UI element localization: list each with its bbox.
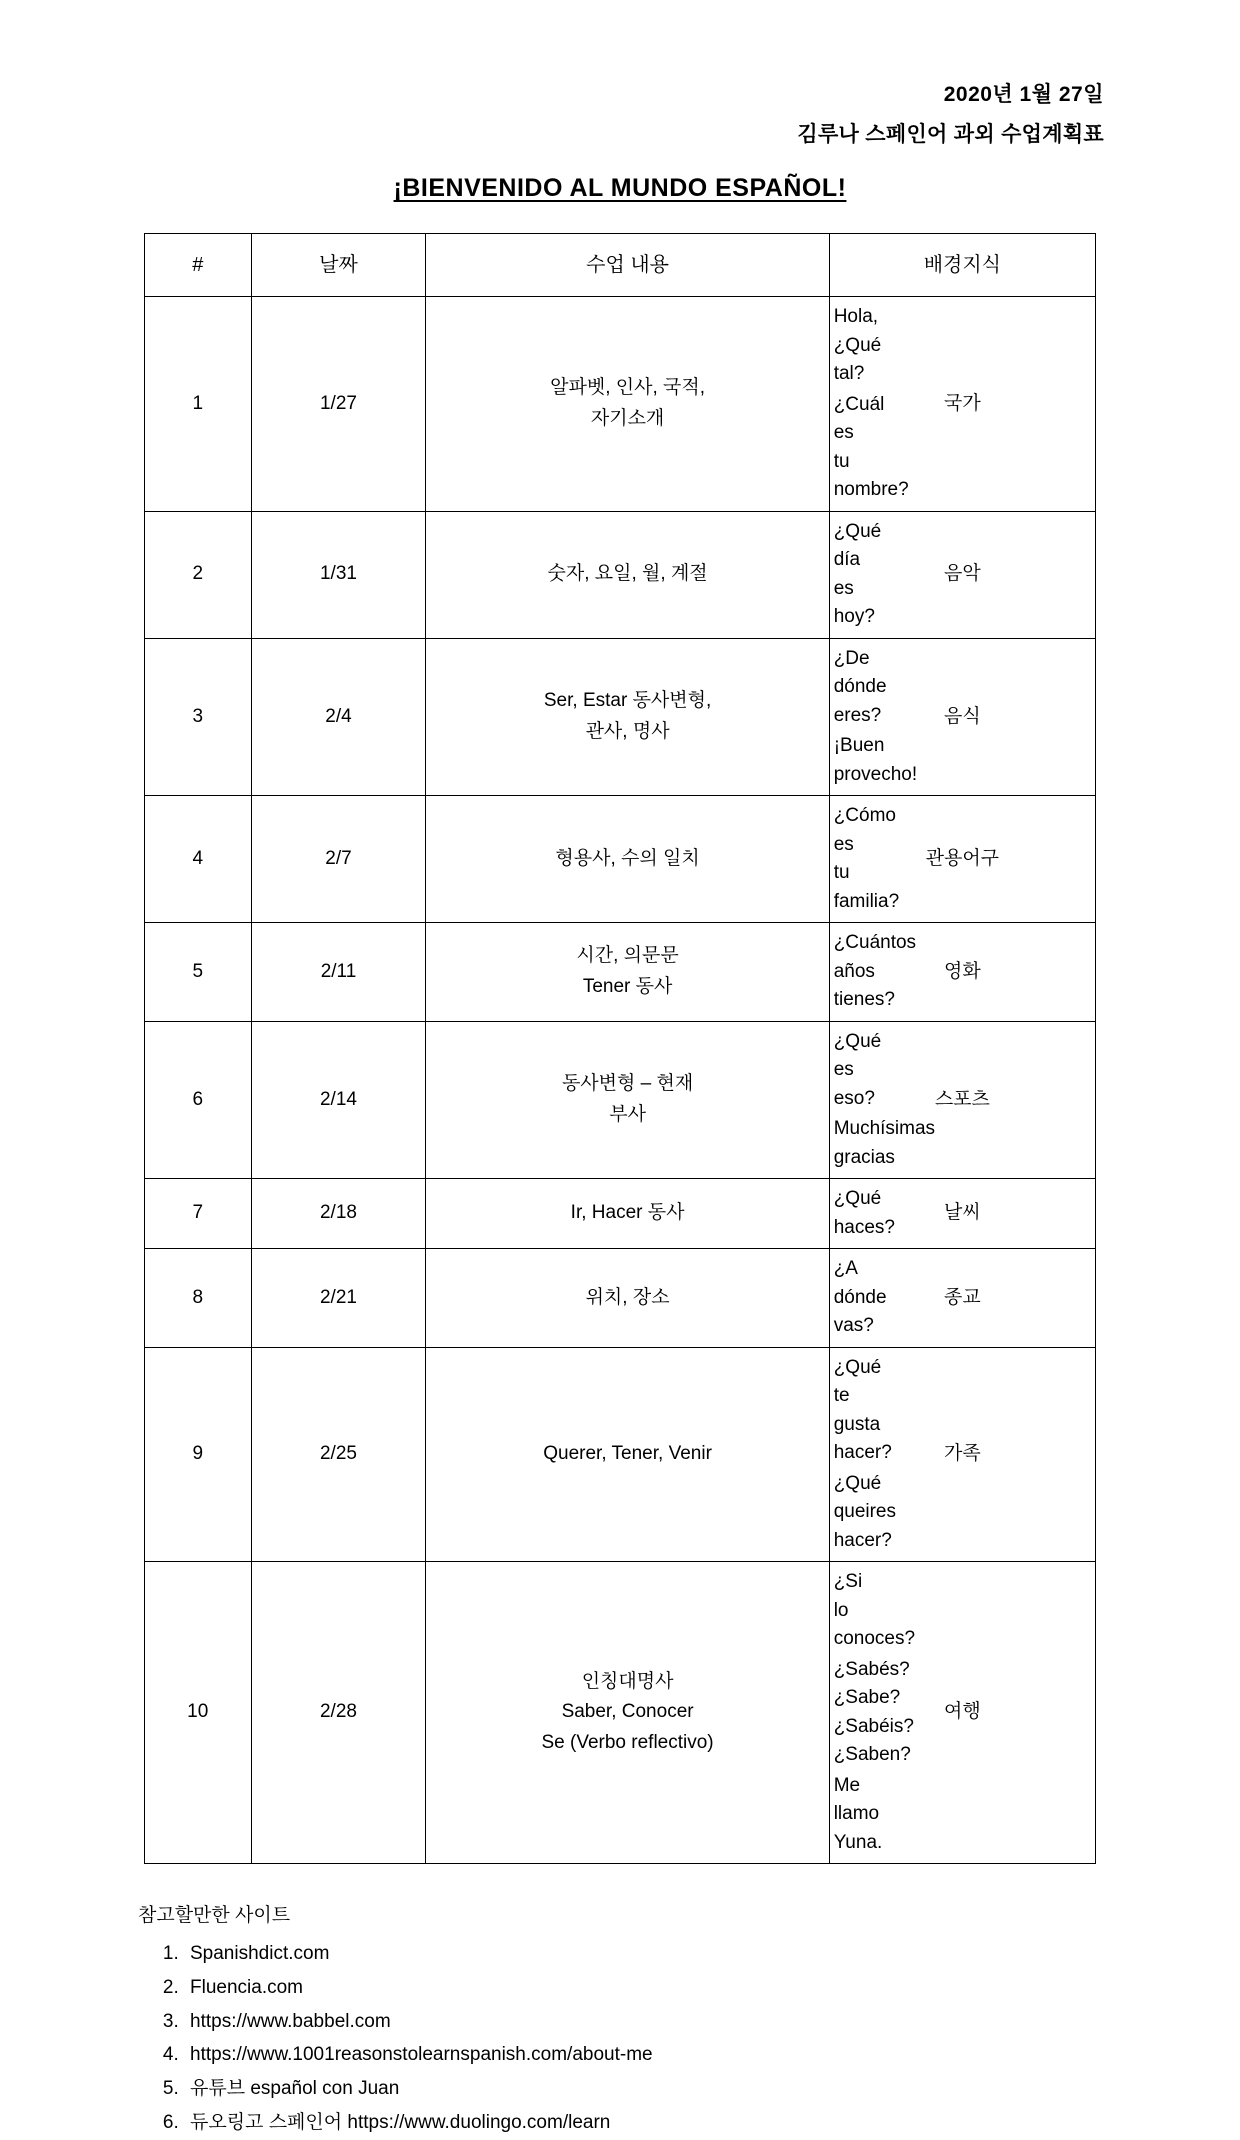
cell-content-lines [430, 942, 824, 1001]
cell-content [426, 923, 829, 1022]
table-row: 7 2/18 Ir, Hacer 동사 ¿Qué haces? 날씨 [145, 1179, 1096, 1249]
cell-content-line: 알파벳, 인사, 국적, [550, 377, 706, 399]
table-row: 6 2/14 동사변형 – 현재 부사 ¿Qué es eso? Muchísimas gracias 스포츠 [145, 1021, 1096, 1179]
table-row: 3 2/4 Ser, Estar 동사변형, 관사, 명사 ¿De dónde eres? ¡Buen provecho! 음식 [145, 638, 1096, 796]
cell-content-line: 부사 [609, 1103, 646, 1125]
column-header-date: 날짜 [251, 234, 426, 297]
cell-content-lines [430, 1284, 824, 1313]
cell-content-line: Ir, Hacer 동사 [570, 1202, 685, 1224]
cell-content-line: 자기소개 [590, 407, 665, 429]
cell-date: 1/27 [251, 297, 426, 512]
list-item[interactable]: 2. Fluencia.com [184, 1971, 1112, 2005]
cell-content-lines [430, 687, 824, 746]
references-list [128, 1937, 1112, 2140]
cell-content-line: 인칭대명사 [581, 1670, 674, 1692]
cell-date: 2/25 [251, 1347, 426, 1562]
cell-date: 2/11 [251, 923, 426, 1022]
cell-content [426, 1179, 829, 1249]
list-item[interactable]: 1. Spanishdict.com [184, 1937, 1112, 1971]
cell-background: 날씨 [829, 1179, 1095, 1249]
cell-background: 영화 [829, 923, 1095, 1022]
cell-content [426, 297, 829, 512]
cell-number: 4 [145, 796, 252, 923]
table-header [145, 234, 1096, 297]
table-row: 10 2/28 인칭대명사 Saber, Conocer Se (Verbo reflectivo) ¿Si lo conoces? ¿Sabés? ¿Sabe? ¿Sabéis? ¿Saben? Me llamo Yuna. 여행 [145, 1562, 1096, 1864]
cell-number: 7 [145, 1179, 252, 1249]
cell-background: 종교 [829, 1249, 1095, 1348]
document-date: 2020년 1월 27일 [943, 83, 1104, 106]
cell-date: 2/7 [251, 796, 426, 923]
cell-number: 5 [145, 923, 252, 1022]
list-item[interactable]: 6. 듀오링고 스페인어 https://www.duolingo.com/learn [184, 2106, 1112, 2140]
cell-content-line: 동사변형 – 현재 [561, 1073, 694, 1095]
cell-content-lines [430, 560, 824, 589]
document-subtitle: 김루나 스페인어 과외 수업계획표 [797, 123, 1104, 146]
cell-background: 스포츠 [829, 1021, 1095, 1179]
cell-content-lines [430, 1199, 824, 1228]
cell-content-line: Querer, Tener, Venir [543, 1443, 712, 1464]
cell-date: 2/21 [251, 1249, 426, 1348]
cell-date: 2/14 [251, 1021, 426, 1179]
cell-content-lines [430, 1070, 824, 1129]
table-row: 8 2/21 위치, 장소 ¿A dónde vas? 종교 [145, 1249, 1096, 1348]
list-item[interactable]: 5. 유튜브 español con Juan [184, 2072, 1112, 2106]
cell-date: 2/4 [251, 638, 426, 796]
cell-content-lines [430, 374, 824, 433]
cell-number: 3 [145, 638, 252, 796]
cell-content-lines [430, 1440, 824, 1469]
cell-number: 6 [145, 1021, 252, 1179]
cell-content-line: Tener 동사 [582, 975, 673, 997]
cell-date: 2/28 [251, 1562, 426, 1864]
table-row: 2 1/31 숫자, 요일, 월, 계절 ¿Qué día es hoy? 음악 [145, 511, 1096, 638]
cell-content-line: Se (Verbo reflectivo) [541, 1731, 714, 1753]
table-body [145, 297, 1096, 1864]
cell-content [426, 1562, 829, 1864]
cell-content-line: Ser, Estar 동사변형, [543, 690, 712, 712]
cell-background: 여행 [829, 1562, 1095, 1864]
cell-date: 2/18 [251, 1179, 426, 1249]
cell-background: 가족 [829, 1347, 1095, 1562]
cell-background: 음식 [829, 638, 1095, 796]
list-item[interactable]: 3. https://www.babbel.com [184, 2005, 1112, 2039]
cell-background: 국가 [829, 297, 1095, 512]
column-header-number: # [145, 234, 252, 297]
cell-content-lines [430, 1668, 824, 1758]
column-header-background: 배경지식 [829, 234, 1095, 297]
cell-content [426, 1347, 829, 1562]
cell-content-lines [430, 845, 824, 874]
table-header-row [145, 234, 1096, 297]
page-title-text: ¡BIENVENIDO AL MUNDO ESPAÑOL! [393, 174, 847, 202]
cell-content-line: Saber, Conocer [561, 1701, 694, 1723]
cell-content-line: 관사, 명사 [585, 720, 670, 742]
cell-number: 8 [145, 1249, 252, 1348]
cell-content [426, 1249, 829, 1348]
table-row: 4 2/7 형용사, 수의 일치 ¿Cómo es tu familia? 관용어구 [145, 796, 1096, 923]
cell-background: 음악 [829, 511, 1095, 638]
list-item[interactable]: 4. https://www.1001reasonstolearnspanish.com/about-me [184, 2038, 1112, 2072]
cell-background: 관용어구 [829, 796, 1095, 923]
cell-content [426, 638, 829, 796]
cell-content [426, 511, 829, 638]
cell-date: 1/31 [251, 511, 426, 638]
lesson-plan-table [144, 233, 1096, 1864]
references-heading: 참고할만한 사이트 [138, 1905, 291, 1926]
cell-content [426, 1021, 829, 1179]
table-row: 1 1/27 알파벳, 인사, 국적, 자기소개 Hola, ¿Qué tal? ¿Cuál es tu nombre? 국가 [145, 297, 1096, 512]
cell-content-line: 숫자, 요일, 월, 계절 [547, 563, 708, 585]
cell-content-line: 시간, 의문문 [576, 945, 679, 967]
cell-content-line: 위치, 장소 [585, 1286, 670, 1308]
cell-number: 9 [145, 1347, 252, 1562]
cell-number: 10 [145, 1562, 252, 1864]
cell-number: 2 [145, 511, 252, 638]
column-header-content: 수업 내용 [426, 234, 829, 297]
cell-number: 1 [145, 297, 252, 512]
table-row: 5 2/11 시간, 의문문 Tener 동사 ¿Cuántos años tienes? 영화 [145, 923, 1096, 1022]
cell-content-line: 형용사, 수의 일치 [555, 847, 700, 869]
table-row: 9 2/25 Querer, Tener, Venir ¿Qué te gusta hacer? ¿Qué queires hacer? 가족 [145, 1347, 1096, 1562]
page-title [128, 174, 1112, 203]
cell-content [426, 796, 829, 923]
